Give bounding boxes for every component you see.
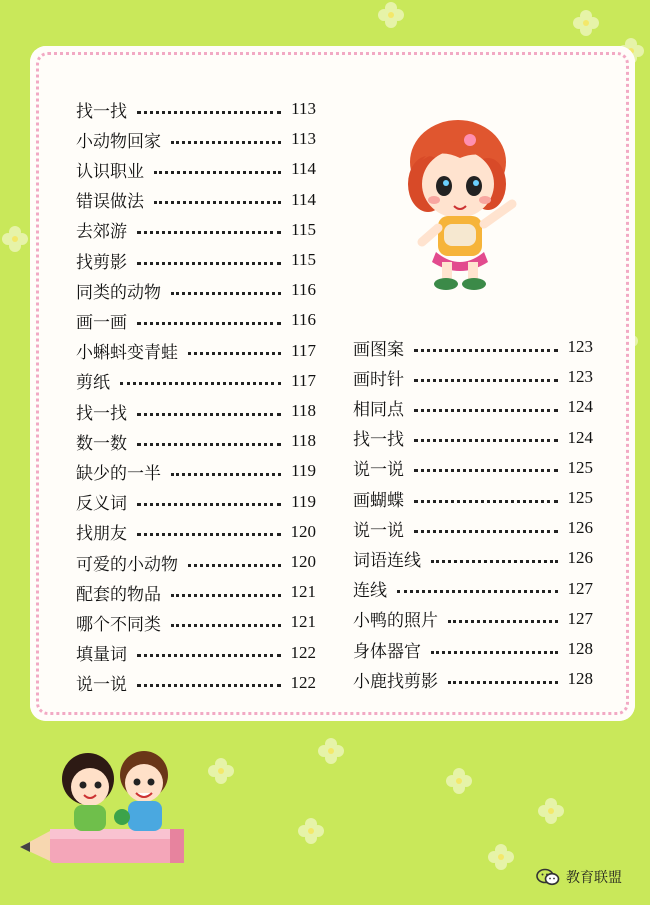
toc-entry-title: 相同点	[353, 399, 404, 420]
toc-entry	[76, 124, 316, 154]
toc-leader-dots	[137, 684, 281, 687]
toc-entry-page: 126	[567, 548, 593, 568]
toc-entry	[76, 517, 316, 547]
toc-entry	[76, 154, 316, 184]
toc-entry-title: 说一说	[76, 675, 127, 696]
flower-decoration	[380, 4, 402, 26]
toc-entry-page: 113	[291, 99, 316, 118]
toc-leader-dots	[137, 262, 281, 265]
toc-leader-dots	[414, 379, 558, 382]
toc-entry-page: 127	[567, 578, 593, 598]
toc-leader-dots	[120, 382, 281, 385]
toc-entry-page: 123	[567, 337, 593, 356]
toc-entry-page: 124	[567, 427, 593, 447]
flower-decoration	[490, 846, 512, 868]
toc-entry-page: 116	[291, 310, 316, 330]
toc-leader-dots	[154, 171, 281, 174]
toc-entry-page: 117	[291, 340, 316, 360]
toc-entry-page: 122	[290, 642, 316, 662]
toc-entry-title: 哪个不同类	[76, 614, 161, 635]
toc-entry	[353, 604, 593, 634]
toc-entry	[76, 487, 316, 517]
toc-entry	[76, 336, 316, 366]
toc-entry-page: 120	[290, 552, 316, 571]
toc-entry-title: 找一找	[76, 403, 127, 424]
toc-leader-dots	[414, 349, 558, 352]
toc-entry-title: 找一找	[353, 430, 404, 451]
kids-on-pencil-illustration	[20, 735, 200, 865]
toc-entry	[353, 574, 593, 604]
flower-decoration	[448, 770, 470, 792]
toc-entry-title: 说一说	[353, 460, 404, 481]
toc-leader-dots	[188, 352, 281, 355]
toc-leader-dots	[171, 473, 281, 476]
toc-entry-page: 119	[291, 491, 316, 511]
toc-entry	[76, 607, 316, 637]
toc-entry	[353, 513, 593, 543]
toc-entry-title: 去郊游	[76, 222, 127, 243]
toc-entry-title: 找剪影	[76, 252, 127, 273]
toc-entry-title: 同类的动物	[76, 282, 161, 303]
toc-entry-page: 124	[567, 397, 593, 417]
toc-entry	[76, 547, 316, 577]
toc-entry-title: 画时针	[353, 369, 404, 390]
toc-entry	[353, 362, 593, 392]
toc-leader-dots	[414, 439, 558, 442]
toc-entry-title: 说一说	[353, 520, 404, 541]
toc-leader-dots	[137, 533, 281, 536]
toc-entry	[76, 305, 316, 335]
toc-leader-dots	[171, 624, 281, 627]
toc-entry-page: 119	[291, 461, 316, 481]
toc-entry-title: 连线	[353, 581, 387, 602]
flower-decoration	[320, 740, 342, 762]
toc-entry-page: 122	[290, 672, 316, 692]
flower-decoration	[575, 12, 597, 34]
toc-leader-dots	[171, 292, 281, 295]
toc-leader-dots	[137, 111, 281, 114]
toc-entry	[76, 638, 316, 668]
toc-entry-title: 配套的物品	[76, 584, 161, 605]
flower-decoration	[540, 800, 562, 822]
toc-entry-title: 小鹿找剪影	[353, 671, 438, 692]
toc-entry-title: 词语连线	[353, 550, 421, 571]
toc-entry	[76, 94, 316, 124]
toc-entry-title: 缺少的一半	[76, 463, 161, 484]
toc-entry	[353, 664, 593, 694]
toc-entry-page: 115	[291, 219, 316, 239]
toc-entry-page: 117	[291, 370, 316, 390]
toc-leader-dots	[137, 443, 281, 446]
toc-entry-page: 113	[291, 129, 316, 149]
toc-entry-title: 找朋友	[76, 524, 127, 545]
toc-leader-dots	[397, 590, 558, 593]
toc-entry-page: 126	[567, 518, 593, 538]
toc-entry-title: 找一找	[76, 101, 127, 122]
toc-entry-page: 114	[291, 159, 316, 179]
wechat-icon	[536, 868, 560, 886]
toc-entry-title: 填量词	[76, 645, 127, 666]
toc-entry	[76, 577, 316, 607]
toc-leader-dots	[448, 681, 558, 684]
toc-entry-title: 小动物回家	[76, 131, 161, 152]
toc-entry	[76, 396, 316, 426]
girl-illustration	[388, 112, 533, 292]
toc-entry-title: 反义词	[76, 494, 127, 515]
toc-leader-dots	[137, 413, 281, 416]
toc-entry-page: 123	[567, 367, 593, 387]
toc-entry-title: 数一数	[76, 433, 127, 454]
toc-leader-dots	[137, 231, 281, 234]
toc-leader-dots	[171, 141, 281, 144]
toc-leader-dots	[154, 201, 281, 204]
toc-entry-title: 画图案	[353, 339, 404, 360]
toc-entry-title: 画一画	[76, 312, 127, 333]
toc-leader-dots	[171, 594, 281, 597]
toc-leader-dots	[414, 409, 558, 412]
toc-entry-page: 120	[290, 521, 316, 541]
toc-leader-dots	[137, 654, 281, 657]
flower-decoration	[210, 760, 232, 782]
toc-entry-title: 剪纸	[76, 373, 110, 394]
toc-entry	[76, 245, 316, 275]
toc-leader-dots	[414, 469, 558, 472]
toc-entry-title: 小蝌蚪变青蛙	[76, 343, 178, 364]
toc-entry-title: 认识职业	[76, 161, 144, 182]
watermark	[536, 867, 622, 887]
flower-decoration	[300, 820, 322, 842]
toc-entry-page: 128	[567, 639, 593, 658]
toc-entry	[353, 453, 593, 483]
toc-entry-page: 116	[291, 280, 316, 300]
toc-entry	[76, 456, 316, 486]
toc-entry-page: 127	[567, 608, 593, 628]
toc-entry-page: 114	[291, 189, 316, 209]
toc-entry-page: 125	[567, 488, 593, 507]
toc-entry-page: 115	[291, 250, 316, 269]
toc-entry-page: 118	[291, 401, 316, 420]
toc-leader-dots	[431, 560, 558, 563]
toc-entry-title: 小鸭的照片	[353, 611, 438, 632]
toc-entry-page: 128	[567, 669, 593, 689]
toc-entry-page: 121	[290, 582, 316, 602]
toc-entry-title: 画蝴蝶	[353, 490, 404, 511]
toc-leader-dots	[414, 530, 558, 533]
toc-entry	[353, 423, 593, 453]
toc-entry-page: 121	[290, 612, 316, 632]
toc-entry	[353, 392, 593, 422]
flower-decoration	[4, 228, 26, 250]
toc-entry-title: 身体器官	[353, 641, 421, 662]
toc-leader-dots	[137, 503, 281, 506]
toc-entry-page: 125	[567, 457, 593, 477]
toc-entry	[76, 185, 316, 215]
toc-entry	[76, 426, 316, 456]
toc-leader-dots	[414, 500, 558, 503]
toc-entry	[76, 215, 316, 245]
toc-entry-title: 可爱的小动物	[76, 554, 178, 575]
toc-leader-dots	[448, 620, 558, 623]
toc-entry-page: 118	[291, 431, 316, 451]
toc-entry	[353, 332, 593, 362]
toc-entry	[353, 543, 593, 573]
toc-entry	[76, 275, 316, 305]
toc-entry	[353, 634, 593, 664]
toc-entry-title: 错误做法	[76, 192, 144, 213]
toc-entry	[76, 668, 316, 698]
watermark-text: 教育联盟	[566, 870, 622, 886]
toc-leader-dots	[137, 322, 281, 325]
toc-leader-dots	[188, 564, 281, 567]
toc-leader-dots	[431, 651, 558, 654]
toc-entry	[76, 366, 316, 396]
toc-entry	[353, 483, 593, 513]
